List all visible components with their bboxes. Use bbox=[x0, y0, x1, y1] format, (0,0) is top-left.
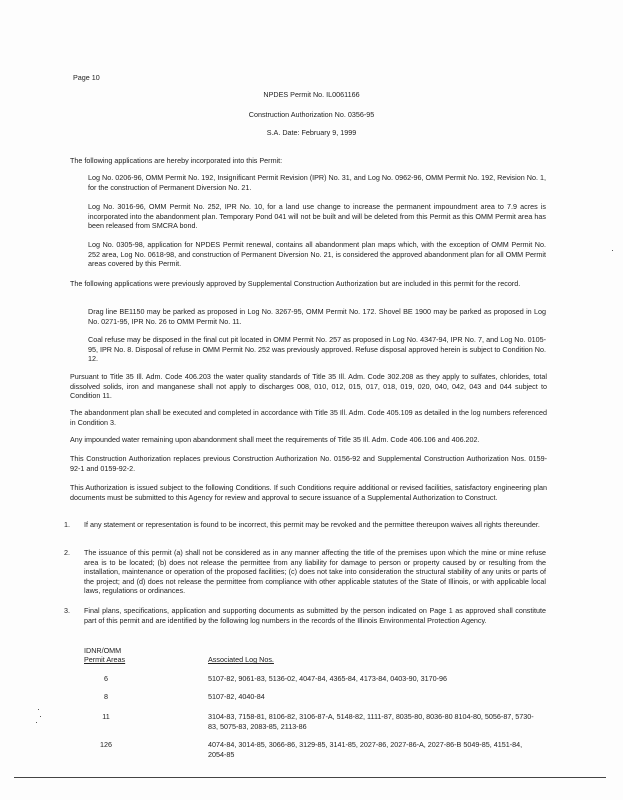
incorporated-item: Log No. 0305-98, application for NPDES Permit renewal, contains all abandonment plan maps which, with the exception of OMM Permit No. 252 area, Log No. 0618-98, and construction of Permanent Diversion No. 21, is considered the approved abandonment plan for all OMM Permit areas covered by this Permit. bbox=[88, 240, 546, 269]
previous-intro-text: The following applications were previously approved by Supplemental Construction Authorization but are included in this permit for the record. bbox=[70, 279, 521, 288]
body-paragraph: Any impounded water remaining upon abandonment shall meet the requirements of Title 35 Ill. Adm. Code 406.106 and 406.202. bbox=[70, 435, 480, 444]
body-paragraph: This Authorization is issued subject to the following Conditions. If such Conditions require additional or revised facilities, satisfactory engineering plan documents must be submitted to this Agency for review and approval to secure issuance of a Supplemental Authorization to Construct. bbox=[70, 483, 547, 502]
condition-text: The issuance of this permit (a) shall not be considered as in any manner affecting the title of the premises upon which the mine or mine refuse area is to be located; (b) does not release the permittee from any liability for damage to person or property caused by or resulting from the installation, maintenance or operation of the proposed facilities; (c) does not take into consideration the structural stability of any units or parts of the project; and (d) does not release the permittee from compliance with other applicable statutes of the State of Illinois, or with applicable local laws, regulations or ordinances. bbox=[84, 548, 546, 596]
table-row-area: 8 bbox=[104, 692, 108, 701]
body-paragraph: This Construction Authorization replaces previous Construction Authorization No. 0156-92 and Supplemental Construction Authorization Nos. 0159-92-1 and 0159-92-2. bbox=[70, 454, 547, 473]
table-row-area: 11 bbox=[102, 712, 110, 721]
permit-number: NPDES Permit No. IL0061166 bbox=[263, 90, 360, 99]
condition-text: Final plans, specifications, application and supporting documents as submitted by the person indicated on Page 1 as approved shall constitute part of this permit and are identified by the following log numbers in the records of the Illinois Environmental Protection Agency. bbox=[84, 606, 546, 625]
condition-number: 3. bbox=[64, 606, 70, 615]
supplemental-date: S.A. Date: February 9, 1999 bbox=[266, 128, 357, 137]
authorization-number: Construction Authorization No. 0356-95 bbox=[248, 110, 375, 119]
table-col-header-log-nos: Associated Log Nos. bbox=[208, 655, 274, 664]
incorporated-item: Log No. 3016-96, OMM Permit No. 252, IPR No. 10, for a land use change to increase the permanent impoundment area to 7.9 acres is incorporated into the abandonment plan. Temporary Pond 041 will not be built and will be deleted from this Permit as this OMM Permit area has been released from SMCRA bond. bbox=[88, 202, 546, 231]
intro-text: The following applications are hereby incorporated into this Permit: bbox=[70, 156, 283, 165]
body-paragraph: Pursuant to Title 35 Ill. Adm. Code 406.203 the water quality standards of Title 35 Ill. Adm. Code 302.208 as they apply to sulfates, chlorides, total dissolved solids, iron and manganese shall not apply to discharges 008, 010, 012, 015, 017, 018, 019, 020, 040, 042, 043 and 044 subject to Condition 11. bbox=[70, 372, 547, 401]
table-row-area: 6 bbox=[104, 674, 108, 683]
condition-number: 2. bbox=[64, 548, 70, 557]
body-paragraph: The abandonment plan shall be executed and completed in accordance with Title 35 Ill. Adm. Code 405.109 as detailed in the log numbers referenced in Condition 3. bbox=[70, 408, 547, 427]
page-label: Page 10 bbox=[73, 73, 100, 82]
footer-rule bbox=[14, 777, 606, 778]
table-row-logs: 5107-82, 9061-83, 5136-02, 4047-84, 4365-84, 4173-84, 0403-90, 3170-96 bbox=[208, 674, 447, 683]
previous-item: Drag line BE1150 may be parked as proposed in Log No. 3267-95, OMM Permit No. 172. Shovel BE 1900 may be parked as proposed in Log No. 0271-95, IPR No. 26 to OMM Permit No. 11. bbox=[88, 307, 546, 326]
table-row-area: 126 bbox=[100, 740, 112, 749]
table-row-logs: 3104-83, 7158-81, 8106-82, 3106-87-A, 5148-82, 1111-87, 8035-80, 8036-80 8104-80, 5056-87, 5730-83, 5075-83, 2083-85, 2113-86 bbox=[208, 712, 534, 731]
condition-text: If any statement or representation is found to be incorrect, this permit may be revoked and the permittee thereupon waives all rights thereunder. bbox=[84, 520, 540, 529]
previous-item: Coal refuse may be disposed in the final cut pit located in OMM Permit No. 257 as proposed in Log No. 4347-94, IPR No. 7, and Log No. 0105-95, IPR No. 8. Disposal of refuse in OMM Permit No. 252 was previously approved. Refuse disposal approved herein is subject to Condition No. 12. bbox=[88, 335, 546, 364]
incorporated-item: Log No. 0206-96, OMM Permit No. 192, Insignificant Permit Revision (IPR) No. 31, and Log No. 0962-96, OMM Permit No. 192, Revision No. 1, for the construction of Permanent Diversion No. 21. bbox=[88, 173, 546, 192]
table-col-header-permit-areas: Permit Areas bbox=[84, 655, 126, 664]
table-row-logs: 4074-84, 3014-85, 3066-86, 3129-85, 3141-85, 2027-86, 2027-86-A, 2027-86-B 5049-85, 4151-84, 2054-85 bbox=[208, 740, 523, 759]
table-header-top: IDNR/OMM bbox=[84, 646, 122, 655]
condition-number: 1. bbox=[64, 520, 70, 529]
table-row-logs: 5107-82, 4040-84 bbox=[208, 692, 265, 701]
